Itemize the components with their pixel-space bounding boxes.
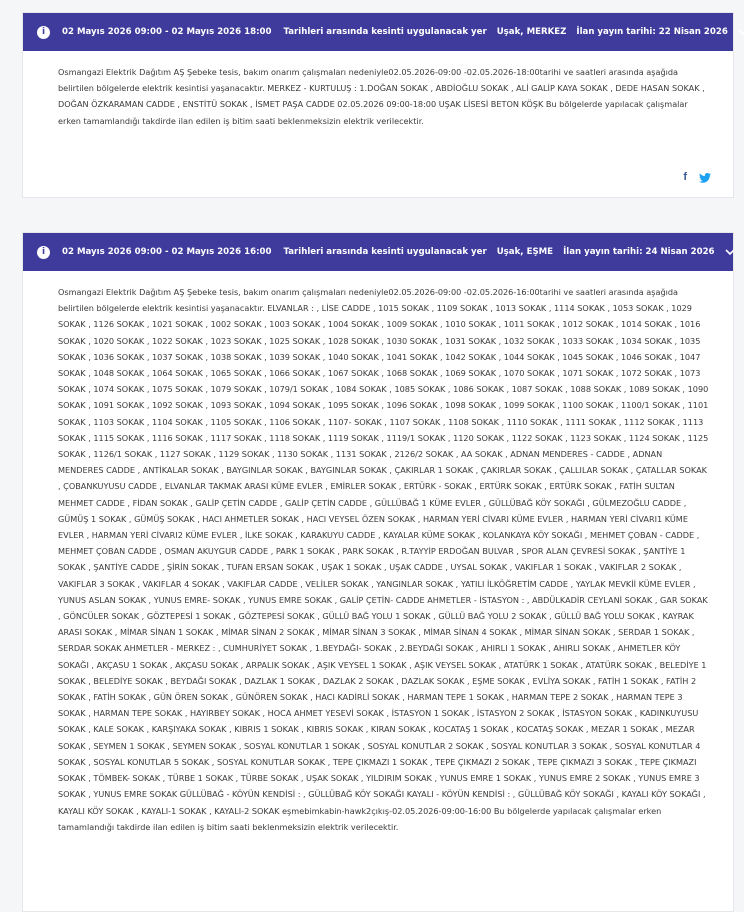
notice-date-range: 02 Mayıs 2026 09:00 - 02 Mayıs 2026 16:00 <box>62 247 272 257</box>
info-icon: i <box>37 246 50 259</box>
notice-date-range: 02 Mayıs 2026 09:00 - 02 Mayıs 2026 18:00 <box>62 27 272 37</box>
twitter-icon[interactable] <box>699 173 711 183</box>
chevron-down-icon[interactable] <box>738 27 744 37</box>
notice-location: Uşak, EŞME <box>496 247 554 257</box>
notice-middle-text: Tarihleri arasında kesinti uygulanacak yer <box>283 247 487 257</box>
notice-location: Uşak, MERKEZ <box>496 27 567 37</box>
outage-notice-card <box>22 12 734 198</box>
share-links <box>683 172 711 183</box>
notice-publish-date: İlan yayın tarihi: 22 Nisan 2026 <box>576 27 728 37</box>
notice-body: Osmangazi Elektrik Dağıtım AŞ Şebeke tesis, bakım onarım çalışmaları nedeniyle02.05.2026-09:00 -02.05.2026-16:00tarihi ve saatleri arasında aşağıda belirtilen bölgelerde elektrik kesintisi yaşanacaktır. ELVANLAR : , LİSE CADDE , 1015 SOKAK , 1109 SOKAK , 1013 SOKAK , 1114 SOKAK , 1053 SOKAK , 1029 SOKAK , 1126 SOKAK , 1021 SOKAK , 1002 SOKAK , 1003 SOKAK , 1004 SOKAK , 1009 SOKAK , 1010 SOKAK , 1011 SOKAK , 1012 SOKAK , 1014 SOKAK , 1016 SOKAK , 1020 SOKAK , 1022 SOKAK , 1023 SOKAK , 1025 SOKAK , 1028 SOKAK , 1030 SOKAK , 1031 SOKAK , 1032 SOKAK , 1033 SOKAK , 1034 SOKAK , 1035 SOKAK , 1036 SOKAK , 1037 SOKAK , 1038 SOKAK , 1039 SOKAK , 1040 SOKAK , 1041 SOKAK , 1042 SOKAK , 1044 SOKAK , 1045 SOKAK , 1046 SOKAK , 1047 SOKAK , 1048 SOKAK , 1064 SOKAK , 1065 SOKAK , 1066 SOKAK , 1067 SOKAK , 1068 SOKAK , 1069 SOKAK , 1070 SOKAK , 1071 SOKAK , 1072 SOKAK , 1073 SOKAK , 1074 SOKAK , 1075 SOKAK , 1079 SOKAK , 1079/1 SOKAK , 1084 SOKAK , 1085 SOKAK , 1086 SOKAK , 1087 SOKAK , 1088 SOKAK , 1089 SOKAK , 1090 SOKAK , 1091 SOKAK , 1092 SOKAK , 1093 SOKAK , 1094 SOKAK , 1095 SOKAK , 1096 SOKAK , 1098 SOKAK , 1099 SOKAK , 1100 SOKAK , 1100/1 SOKAK , 1101 SOKAK , 1103 SOKAK , 1104 SOKAK , 1105 SOKAK , 1106 SOKAK , 1107- SOKAK , 1107 SOKAK , 1108 SOKAK , 1110 SOKAK , 1111 SOKAK , 1112 SOKAK , 1113 SOKAK , 1115 SOKAK , 1116 SOKAK , 1117 SOKAK , 1118 SOKAK , 1119 SOKAK , 1119/1 SOKAK , 1120 SOKAK , 1122 SOKAK , 1123 SOKAK , 1124 SOKAK , 1125 SOKAK , 1126/1 SOKAK , 1127 SOKAK , 1129 SOKAK , 1130 SOKAK , 1131 SOKAK , 2126/2 SOKAK , AA SOKAK , ADNAN MENDERES - CADDE , ADNAN MENDERES CADDE , ANTİKALAR SOKAK , BAYGINLAR SOKAK , BAYGINLAR SOKAK , ÇAKIRLAR 1 SOKAK , ÇAKIRLAR SOKAK , ÇALLILAR SOKAK , ÇATALLAR SOKAK , ÇOBANKUYUSU CADDE , ELVANLAR TAKMAK ARASI KÜME EVLER , EMİRLER SOKAK , ERTÜRK - SOKAK , ERTÜRK SOKAK , ERTÜRK SOKAK , FATİH SULTAN MEHMET CADDE , FİDAN SOKAK , GALİP ÇETİN CADDE , GALİP ÇETİN CADDE , GÜLLÜBAĞ 1 KÜME EVLER , GÜLLÜBAĞ KÖY SOKAĞI , GÜLMEZOĞLU CADDE , GÜMÜŞ 1 SOKAK , GÜMÜŞ SOKAK , HACI AHMETLER SOKAK , HACI VEYSEL ÖZEN SOKAK , HARMAN YERİ CİVARI KÜME EVLER , HARMAN YERİ CİVARI1 KÜME EVLER , HARMAN YERİ CİVARI2 KÜME EVLER , İLKE SOKAK , KARAKUYU CADDE , KAYALAR KÜME SOKAK , KOLANKAYA KÖY SOKAĞI , MEHMET ÇOBAN - CADDE , MEHMET ÇOBAN CADDE , OSMAN AKUYGUR CADDE , PARK 1 SOKAK , PARK SOKAK , R.TAYYİP ERDOĞAN BULVAR , SPOR ALAN ÇEVRESİ SOKAK , ŞANTİYE 1 SOKAK , ŞANTİYE CADDE , ŞİRİN SOKAK , TUFAN ERSAN SOKAK , UŞAK 1 SOKAK , UŞAK CADDE , UYSAL SOKAK , VAKIFLAR 1 SOKAK , VAKIFLAR 2 SOKAK , VAKIFLAR 3 SOKAK , VAKIFLAR 4 SOKAK , VAKIFLAR CADDE , VELİLER SOKAK , YANGINLAR SOKAK , YATILI İLKÖĞRETİM CADDE , YAYLAK MEVKİİ KÜME EVLER , YUNUS ASLAN SOKAK , YUNUS EMRE- SOKAK , YUNUS EMRE SOKAK , GALİP ÇETİN- CADDE AHMETLER - İSTASYON : , ABDÜLKADİR CEYLANİ SOKAK , GAR SOKAK , GÖNCÜLER SOKAK , GÖZTEPESİ 1 SOKAK , GÖZTEPESİ SOKAK , GÜLLÜ BAĞ YOLU 1 SOKAK , GÜLLÜ BAĞ YOLU 2 SOKAK , GÜLLÜ BAĞ YOLU SOKAK , KAYRAK ARASI SOKAK , MİMAR SİNAN 1 SOKAK , MİMAR SİNAN 2 SOKAK , MİMAR SİNAN 3 SOKAK , MİMAR SİNAN 4 SOKAK , MİMAR SİNAN SOKAK , SERDAR 1 SOKAK , SERDAR SOKAK AHMETLER - MERKEZ : , CUMHURİYET SOKAK , 1.BEYDAĞI- SOKAK , 2.BEYDAĞI SOKAK , AHIRLI 1 SOKAK , AHIRLI SOKAK , AHMETLER KÖY SOKAĞI , AKÇASU 1 SOKAK , AKÇASU SOKAK , ARPALIK SOKAK , AŞIK VEYSEL 1 SOKAK , AŞIK VEYSEL SOKAK , ATATÜRK 1 SOKAK , ATATÜRK SOKAK , BELEDİYE 1 SOKAK , BELEDİYE SOKAK , BEYDAĞI SOKAK , DAZLAK 1 SOKAK , DAZLAK 2 SOKAK , DAZLAK SOKAK , EŞME SOKAK , EVLİYA SOKAK , FATİH 1 SOKAK , FATİH 2 SOKAK , FATİH SOKAK , GÜN ÖREN SOKAK , GÜNÖREN SOKAK , HACI KADİRLİ SOKAK , HARMAN TEPE 1 SOKAK , HARMAN TEPE 2 SOKAK , HARMAN TEPE 3 SOKAK , HARMAN TEPE SOKAK , HAYIRBEY SOKAK , HOCA AHMET YESEVİ SOKAK , İSTASYON 1 SOKAK , İSTASYON 2 SOKAK , İSTASYON SOKAK , KADINKUYUSU SOKAK , KALE SOKAK , KARŞIYAKA SOKAK , KIBRIS 1 SOKAK , KIBRIS SOKAK , KIRAN SOKAK , KOCATAŞ 1 SOKAK , KOCATAŞ SOKAK , MEZAR 1 SOKAK , MEZAR SOKAK , SEYMEN 1 SOKAK , SEYMEN SOKAK , SOSYAL KONUTLAR 1 SOKAK , SOSYAL KONUTLAR 2 SOKAK , SOSYAL KONUTLAR 3 SOKAK , SOSYAL KONUTLAR 4 SOKAK , SOSYAL KONUTLAR 5 SOKAK , SOSYAL KONUTLAR SOKAK , TEPE ÇIKMAZI 1 SOKAK , TEPE ÇIKMAZI 2 SOKAK , TEPE ÇIKMAZI 3 SOKAK , TEPE ÇIKMAZI SOKAK , TÖMBEK- SOKAK , TÜRBE 1 SOKAK , TÜRBE SOKAK , UŞAK SOKAK , YILDIRIM SOKAK , YUNUS EMRE 1 SOKAK , YUNUS EMRE 2 SOKAK , YUNUS EMRE 3 SOKAK , YUNUS EMRE SOKAK GÜLLÜBAĞ - KÖYÜN KENDİSİ : , GÜLLÜBAĞ KÖY SOKAĞI KAYALI - KÖYÜN KENDİSİ : , GÜLLÜBAĞ KÖY SOKAĞI , KAYALI KÖY SOKAĞI , KAYALI KÖY SOKAK , KAYALI-1 SOKAK , KAYALI-2 SOKAK eşmebimkabin-hawk2çıkış-02.05.2026-09:00-16:00 Bu bölgelerde yapılacak çalışmalar erken tamamlandığı takdirde ilan edilen iş bitim saati beklenmeksizin elektrik verilecektir. <box>58 287 709 832</box>
info-icon: i <box>37 26 50 39</box>
notice-publish-date: İlan yayın tarihi: 24 Nisan 2026 <box>563 247 715 257</box>
notice-body: Osmangazi Elektrik Dağıtım AŞ Şebeke tesis, bakım onarım çalışmaları nedeniyle02.05.2026-09:00 -02.05.2026-18:00tarihi ve saatleri arasında aşağıda belirtilen bölgelerde elektrik kesintisi yaşanacaktır. MERKEZ - KURTULUŞ : 1.DOĞAN SOKAK , ABDİOĞLU SOKAK , ALİ GALİP KAYA SOKAK , DEDE HASAN SOKAK , DOĞAN ÖZKARAMAN CADDE , ENSTİTÜ SOKAK , İSMET PAŞA CADDE 02.05.2026 09:00-18:00 UŞAK LİSESİ BETON KÖŞK Bu bölgelerde yapılacak çalışmalar erken tamamlandığı takdirde ilan edilen iş bitim saati beklenmeksizin elektrik verilecektir. <box>58 67 705 126</box>
notice-header[interactable] <box>23 13 733 51</box>
notice-header[interactable] <box>23 233 733 271</box>
facebook-icon[interactable]: f <box>683 171 687 183</box>
notice-middle-text: Tarihleri arasında kesinti uygulanacak yer <box>283 27 487 37</box>
outage-notice-card <box>22 232 734 912</box>
chevron-down-icon[interactable] <box>725 247 735 257</box>
